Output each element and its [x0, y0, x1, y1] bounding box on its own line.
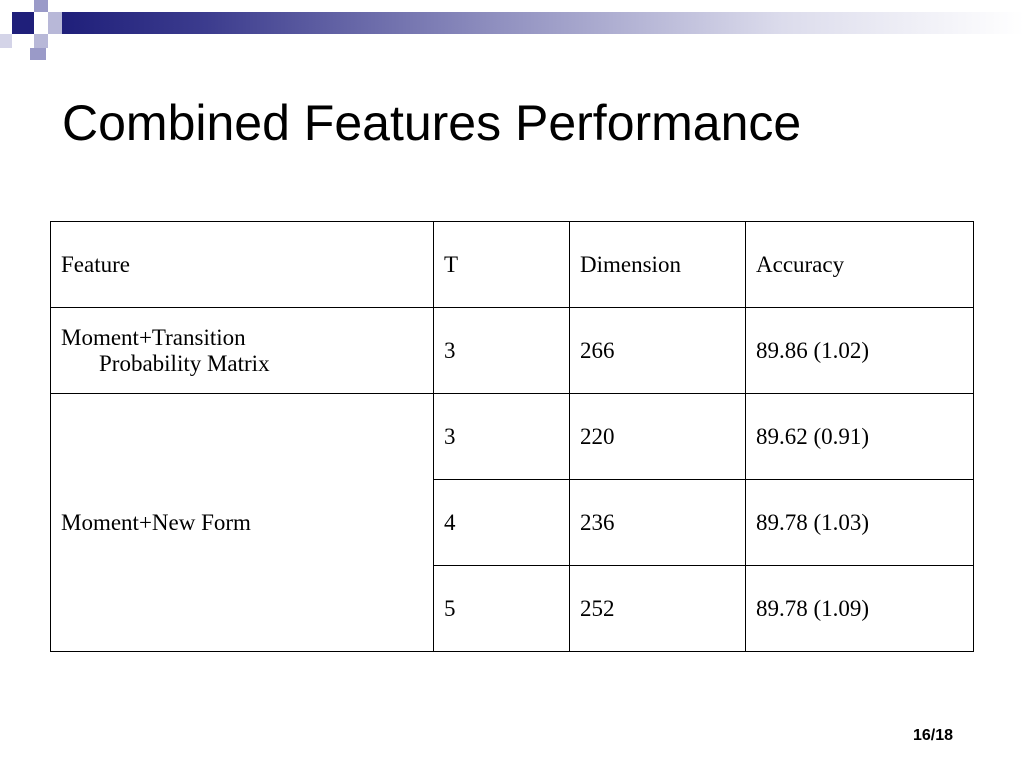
- cell-feature: [51, 308, 434, 394]
- header-feature: Feature: [51, 222, 434, 308]
- cell-dimension: 220: [570, 394, 746, 480]
- cell-feature-merged: Moment+New Form: [51, 394, 434, 652]
- results-table: [50, 221, 974, 652]
- table-row: [51, 308, 974, 394]
- header-dimension: Dimension: [570, 222, 746, 308]
- banner-square-mid: [30, 48, 46, 60]
- cell-t: 5: [434, 566, 570, 652]
- cell-dimension: 266: [570, 308, 746, 394]
- table-header-row: [51, 222, 974, 308]
- cell-accuracy: 89.86 (1.02): [746, 308, 974, 394]
- table-row: [51, 394, 974, 480]
- banner-gradient-bar: [62, 12, 1024, 34]
- slide-title: Combined Features Performance: [62, 95, 802, 151]
- banner-square-dark: [12, 12, 34, 34]
- cell-dimension: 252: [570, 566, 746, 652]
- decorative-banner: [0, 0, 1024, 64]
- feature-text-line2: Probability Matrix: [99, 350, 270, 376]
- banner-square-light: [34, 34, 48, 48]
- cell-t: 4: [434, 480, 570, 566]
- header-accuracy: Accuracy: [746, 222, 974, 308]
- banner-square-light: [0, 34, 12, 48]
- feature-text-line1: Moment+Transition: [61, 324, 246, 350]
- header-t: T: [434, 222, 570, 308]
- banner-square-light: [34, 0, 48, 12]
- page-number: 16/18: [913, 727, 954, 744]
- cell-t: 3: [434, 394, 570, 480]
- cell-dimension: 236: [570, 480, 746, 566]
- cell-accuracy: 89.78 (1.09): [746, 566, 974, 652]
- cell-accuracy: 89.78 (1.03): [746, 480, 974, 566]
- cell-accuracy: 89.62 (0.91): [746, 394, 974, 480]
- banner-square-light: [48, 12, 62, 34]
- cell-t: 3: [434, 308, 570, 394]
